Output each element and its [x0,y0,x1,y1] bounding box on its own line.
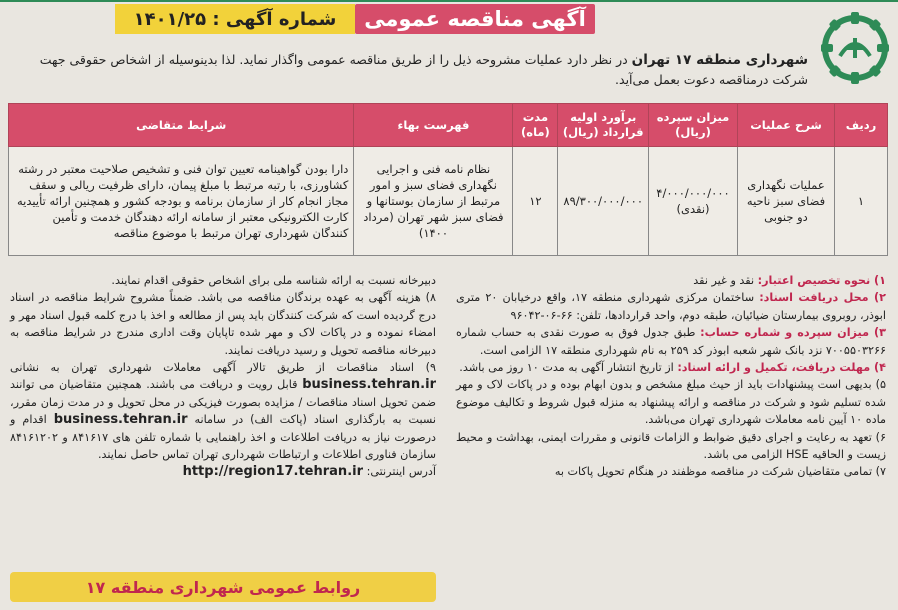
tehran-municipality-logo-icon [818,8,892,90]
notice-number: شماره آگهی : ۱۴۰۱/۲۵ [115,4,355,34]
term-6: ۶) تعهد به رعایت و اجرای دقیق ضوابط و الزامات قانونی و مقررات ایمنی، بهداشت و محیط زیست و الحاقیه HSE الزامی می باشد. [456,430,886,462]
terms-right-column [456,272,886,481]
col-estimate: برآورد اولیه قرارداد (ریال) [558,104,649,147]
website-line: آدرس اینترنتی: http://region17.tehran.ir [182,464,436,480]
term-3: ۳) میزان سپرده و شماره حساب: طبق جدول فوق به صورت نقدی به حساب شماره ۷۰۰۵۵۰۳۲۶۶ نزد بانک شهر شعبه ابوذر کد ۲۵۹ به نام شهرداری منطقه ۱۷ الزامی است. [456,326,886,357]
term-5: ۵) بدیهی است پیشنهادات باید از حیث مبلغ مشخص و بدون ابهام بوده و در پاکات لاک و مهر شده تسلیم شود و شرکت در مناقصه و ارائه پیشنهاد به منزله قبول شروط و تکالیف موضوع ماده ۱۰ آیین نامه معاملات شهرداری تهران می‌باشد. [456,378,886,427]
terms-left-column [10,272,436,481]
cell-price-list: نظام نامه فنی و اجرایی نگهداری فضای سبز و امور مرتبط از سازمان بوستانها و فضای سبز شهر تهران (مرداد ۱۴۰۰) [354,147,513,256]
col-conditions: شرایط متقاضی [9,104,354,147]
term-7-continued: دبیرخانه نسبت به ارائه شناسه ملی برای اشخاص حقوقی اقدام نمایند. [111,274,436,287]
intro-paragraph [8,50,808,89]
region-website-link[interactable]: http://region17.tehran.ir [182,464,363,480]
term-7: ۷) تمامی متقاضیان شرکت در مناقصه موظفند در هنگام تحویل پاکات به [554,465,886,479]
col-duration: مدت (ماه) [513,104,558,147]
notice-title: آگهی مناقصه عمومی [355,4,595,34]
term-2: ۲) محل دریافت اسناد: ساختمان مرکزی شهرداری منطقه ۱۷، واقع درخیابان ۲۰ متری ابوذر، روبروی بیمارستان ضیائیان، طبقه دوم، واحد قراردادها، تلفن: ۶۶-۰۶-۹۶۰۴۲ [456,291,886,322]
cell-deposit: ۴/۰۰۰/۰۰۰/۰۰۰ (نقدی) [649,147,738,256]
cell-description: عملیات نگهداری فضای سبز ناحیه دو جنوبی [738,147,835,256]
top-border [0,0,898,2]
col-price-list: فهرست بهاء [354,104,513,147]
term-8: ۸) هزینه آگهی به عهده برندگان مناقصه می باشد. ضمناً مشروح شرایط مناقصه در اسناد درج گردیده است که شرکت کنندگان باید پس از مطالعه و اخذ با درج کلمه قبول اسناد مهر و امضاء نموده و در پاکات لاک و مهر شده تاپایان وقت اداری مندرج در شرایط مناقصه به دبیرخانه مناقصه تحویل و رسید دریافت نمایند. [10,291,436,357]
col-row: ردیف [835,104,888,147]
cell-estimate: ۸۹/۳۰۰/۰۰۰/۰۰۰ [558,147,649,256]
term-4: ۴) مهلت دریافت، تکمیل و ارائه اسناد: از تاریخ انتشار آگهی به مدت ۱۰ روز می باشد. [459,361,886,375]
business-portal-link[interactable]: business.tehran.ir [302,377,436,393]
cell-duration: ۱۲ [513,147,558,256]
col-description: شرح عملیات [738,104,835,147]
public-relations-footer: روابط عمومی شهرداری منطقه ۱۷ [10,572,436,602]
table-row [9,147,888,256]
term-1: ۱) نحوه تخصیص اعتبار: نقد و غیر نقد [693,274,886,287]
table-header-row [9,104,888,147]
organization-name: شهرداری منطقه ۱۷ تهران [631,52,808,68]
col-deposit: میزان سپرده (ریال) [649,104,738,147]
business-portal-link-2[interactable]: business.tehran.ir [53,412,188,428]
cell-conditions: دارا بودن گواهینامه تعیین توان فنی و تشخیص صلاحیت معتبر در رشته کشاورزی، با رتبه مرتبط با مبلغ پیمان، دارای ظرفیت ریالی و سقف مجاز انجام کار از سازمان برنامه و بودجه کشور و همچنین ارائه تأییدیه کارت الکترونیکی معتبر از سامانه ارائه دهندگان خدمت و تأمین کنندگان شهرداری تهران مرتبط با موضوع مناقصه [9,147,354,256]
cell-row: ۱ [835,147,888,256]
intro-text: در نظر دارد عملیات مشروحه ذیل را از طریق مناقصه عمومی واگذار نماید. لذا بدینوسیله از اشخاص حقوقی جهت شرکت درمناقصه دعوت بعمل می‌آید. [39,52,808,87]
term-9: ۹) اسناد مناقصات از طریق تالار آگهی معاملات شهرداری تهران به نشانی business.tehran.ir قابل رویت و دریافت می باشند. همچنین متقاضیان می توانند ضمن تحویل اسناد مناقصات / مزایده بصورت فیزیکی در محل تحویل و در مدت زمان مقرر، نسبت به بارگذاری اسناد (پاکت الف) در سامانه business.tehran.ir اقدام و درصورت نیاز به دریافت اطلاعات و اخذ راهنمایی با شماره تلفن های ۸۴۱۶۱۷ و ۸۴۱۶۱۲۰۲ سازمان فناوری اطلاعات و ارتباطات شهرداری تهران تماس حاصل نمایند. [10,361,436,462]
tender-table [8,103,888,256]
